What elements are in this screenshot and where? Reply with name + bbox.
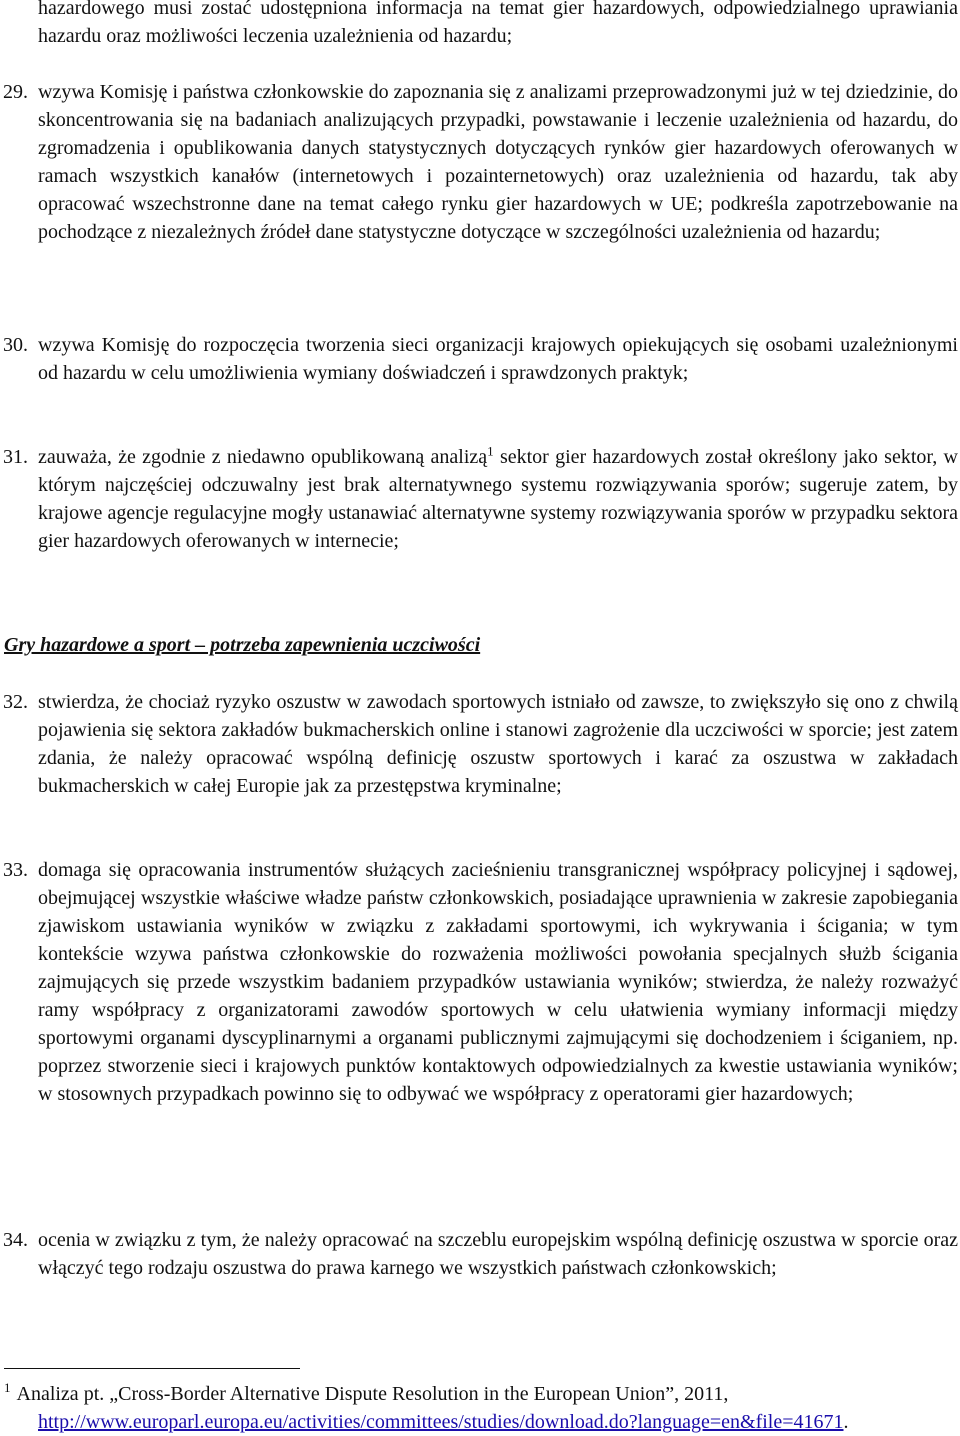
paragraph-34 bbox=[3, 1226, 958, 1282]
footnote-reference: 1 bbox=[487, 443, 494, 459]
paragraph-number: 29. bbox=[3, 81, 28, 103]
paragraph-text: wzywa Komisję do rozpoczęcia tworzenia sieci organizacji krajowych opiekujących się osobami uzależnionymi od hazardu w celu umożliwienia wymiany doświadczeń i sprawdzonych praktyk; bbox=[38, 334, 958, 384]
paragraph-text: ocenia w związku z tym, że należy opracować na szczeblu europejskim wspólną definicję oszustwa w sporcie oraz włączyć tego rodzaju oszustwa do prawa karnego we wszystkich państwach członkowskich; bbox=[38, 1229, 958, 1279]
footnote-link[interactable]: http://www.europarl.europa.eu/activities/committees/studies/download.do?language=en&file=41671 bbox=[38, 1411, 844, 1433]
paragraph-number: 30. bbox=[3, 334, 28, 356]
paragraph-text: stwierdza, że chociaż ryzyko oszustw w zawodach sportowych istniało od zawsze, to zwiększyło się ono z chwilą pojawienia się sektora zakładów bukmacherskich online i stanowi zagrożenie dla uczciwości w sporcie; jest zatem zdania, że należy opracować wspólną definicję oszustw sportowych i karać za oszustwa w zakładach bukmacherskich w całej Europie jak za przestępstwa kryminalne; bbox=[38, 691, 958, 797]
paragraph-text: wzywa Komisję i państwa członkowskie do zapoznania się z analizami przeprowadzonymi już w tej dziedzinie, do skoncentrowania się na badaniach analizujących przypadki, powstawanie i leczenie uzależnienia od hazardu, do zgromadzenia i opublikowania danych statystycznych dotyczących rynków gier hazardowych oferowanych w ramach wszystkich kanałów (internetowych i pozainternetowych) oraz uzależnienia od hazardu, tak aby opracować wszechstronne dane na temat całego rynku gier hazardowych w UE; podkreśla zapotrzebowanie na pochodzące z niezależnych źródeł dane statystyczne dotyczące w szczególności uzależnienia od hazardu; bbox=[38, 81, 958, 243]
paragraph-31 bbox=[3, 443, 958, 555]
paragraph-33 bbox=[3, 856, 958, 1108]
paragraph-number: 32. bbox=[3, 691, 28, 713]
footnote-link-suffix: . bbox=[843, 1411, 849, 1433]
paragraph-number: 31. bbox=[3, 446, 28, 468]
paragraph-text-continued: sektor gier hazardowych został określony jako sektor, w którym najczęściej odczuwalny jest brak alternatywnego systemu rozwiązywania sporów; sugeruje zatem, by krajowe agencje regulacyjne mogły ustanawiać alternatywne systemy rozwiązywania sporów w przypadku sektora gier hazardowych oferowanych w internecie; bbox=[38, 446, 958, 552]
paragraph-29 bbox=[3, 78, 958, 246]
paragraph-number: 33. bbox=[3, 859, 28, 881]
paragraph-number: 34. bbox=[3, 1229, 28, 1251]
footnote-mark: 1 bbox=[4, 1380, 11, 1396]
footnote-text: Analiza pt. „Cross-Border Alternative Dispute Resolution in the European Union”, 2011, bbox=[16, 1383, 729, 1405]
paragraph-text: zauważa, że zgodnie z niedawno opublikowaną analizą bbox=[38, 446, 488, 468]
footnote-divider bbox=[4, 1368, 300, 1369]
paragraph-28-continuation bbox=[38, 0, 958, 50]
paragraph-30 bbox=[3, 331, 958, 387]
paragraph-text: domaga się opracowania instrumentów służących zacieśnieniu transgranicznej współpracy policyjnej i sądowej, obejmującej wszystkie właściwe władze państw członkowskich, posiadające uprawnienia w zakresie zapobiegania zjawiskom ustawiania wyników w związku z zakładami sportowymi, ich wykrywania i ścigania; w tym kontekście wzywa państwa członkowskie do rozważenia możliwości powołania specjalnych służb ścigania zajmujących się przede wszystkim badaniem przypadków ustawiania wyników; stwierdza, że należy rozważyć ramy współpracy z organizatorami zawodów sportowych w celu ułatwienia wymiany informacji między sportowymi organami dyscyplinarnymi a organami publicznymi zajmującymi się dochodzeniem i ściganiem, np. poprzez stworzenie sieci i krajowych punktów kontaktowych odpowiedzialnych za kwestie ustawiania wyników; w stosownych przypadkach powinno się to odbywać we współpracy z operatorami gier hazardowych; bbox=[38, 859, 958, 1105]
paragraph-32 bbox=[3, 688, 958, 800]
footnote bbox=[4, 1380, 954, 1436]
paragraph-text: hazardowego musi zostać udostępniona informacja na temat gier hazardowych, odpowiedzialnego uprawiania hazardu oraz możliwości leczenia uzależnienia od hazardu; bbox=[38, 0, 958, 47]
section-heading: Gry hazardowe a sport – potrzeba zapewnienia uczciwości bbox=[4, 634, 481, 656]
